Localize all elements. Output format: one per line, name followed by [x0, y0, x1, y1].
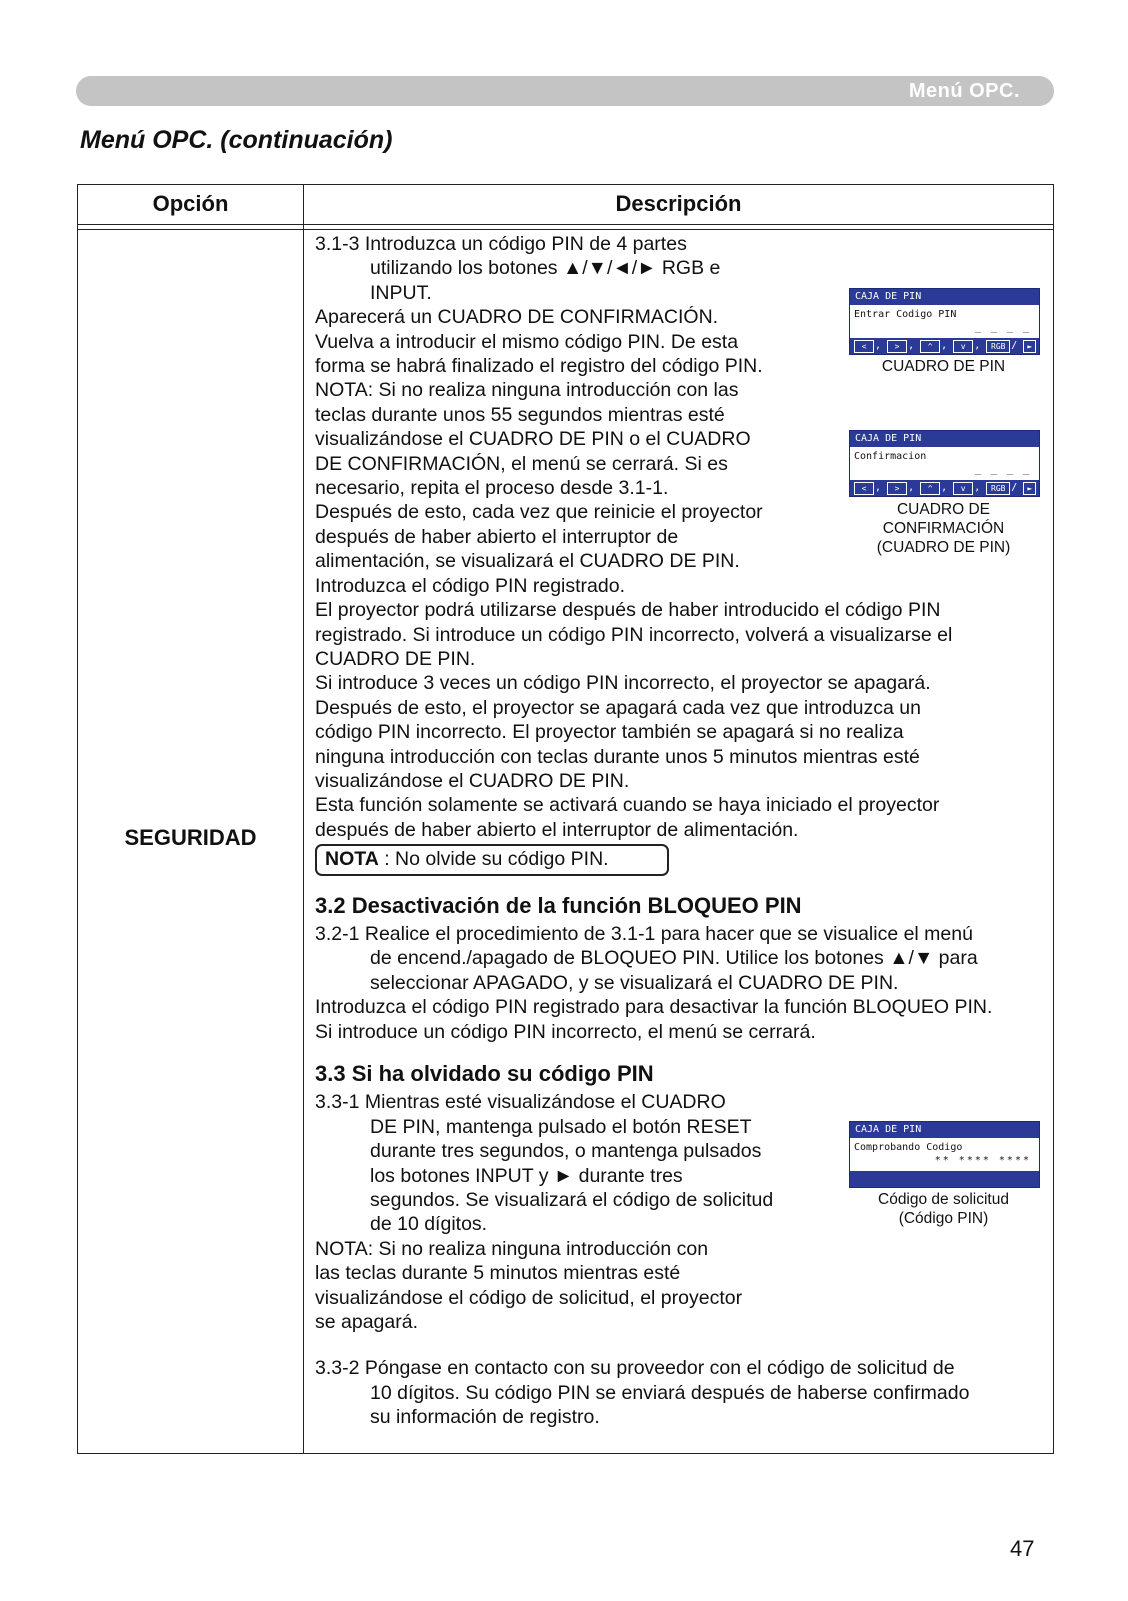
header-bar [76, 76, 1054, 106]
column-header-description: Descripción [615, 191, 742, 216]
option-label: SEGURIDAD [124, 825, 257, 850]
pin-box-confirmation-illustration [849, 430, 1040, 497]
paragraph-line: registrado. Si introduce un código PIN incorrecto, volverá a visualizarse el [315, 623, 953, 646]
paragraph-line: Aparecerá un CUADRO DE CONFIRMACIÓN. [315, 306, 719, 329]
caption-line: CONFIRMACIÓN [882, 520, 1005, 537]
caption-line: Código de solicitud [878, 1191, 1009, 1208]
right-key-icon: > [887, 482, 907, 495]
left-key-icon: < [854, 482, 874, 495]
paragraph-line: CUADRO DE PIN. [315, 647, 476, 670]
step-3-2-1-line: de encend./apagado de BLOQUEO PIN. Utilice los botones ▲/▼ para [370, 947, 978, 970]
column-divider [303, 185, 304, 1453]
down-key-icon: v [953, 340, 973, 353]
up-key-icon: ^ [920, 340, 940, 353]
header-bar-label: Menú OPC. [908, 80, 1020, 102]
step-3-2-1-line: seleccionar APAGADO, y se visualizará el CUADRO DE PIN. [370, 971, 899, 994]
down-key-icon: v [953, 482, 973, 495]
caption-line: (CUADRO DE PIN) [876, 539, 1011, 556]
column-header-option: Opción [152, 191, 229, 216]
paragraph-line: visualizándose el CUADRO DE PIN. [315, 769, 630, 792]
step-3-3-2-line: 10 dígitos. Su código PIN se enviará después de haberse confirmado [370, 1381, 970, 1404]
right-key-icon: > [887, 340, 907, 353]
table-header-row [78, 185, 1053, 225]
section-heading-3-3: 3.3 Si ha olvidado su código PIN [315, 1061, 654, 1086]
paragraph-line: necesario, repita el proceso desde 3.1-1. [315, 477, 669, 500]
pin-box-inquiry-code: ** **** **** [934, 1155, 1031, 1166]
paragraph-line: NOTA: Si no realiza ninguna introducción con [315, 1237, 709, 1260]
paragraph-line: alimentación, se visualizará el CUADRO DE PIN. [315, 550, 740, 573]
description-cell [315, 232, 1045, 1430]
step-3-3-1-line: durante tres segundos, o mantenga pulsados [370, 1140, 762, 1163]
paragraph-line: código PIN incorrecto. El proyector también se apagará si no realiza [315, 721, 904, 744]
step-3-3-1-line: segundos. Se visualizará el código de solicitud [370, 1189, 774, 1212]
pin-box-title: CAJA DE PIN [850, 1122, 1039, 1138]
step-3-3-1-line: DE PIN, mantenga pulsado el botón RESET [370, 1115, 752, 1138]
pin-box-caption [849, 1190, 1038, 1228]
pin-box-entry-illustration [849, 288, 1040, 355]
pin-box-key-hints: < , > , ^ , v , RGB / ► [854, 340, 1037, 353]
paragraph-line: DE CONFIRMACIÓN, el menú se cerrará. Si es [315, 452, 728, 475]
rgb-key-icon: RGB [986, 482, 1010, 495]
paragraph-line: Introduzca el código PIN registrado para desactivar la función BLOQUEO PIN. [315, 996, 993, 1019]
paragraph-line: teclas durante unos 55 segundos mientras esté [315, 403, 725, 426]
pin-box-caption: CUADRO DE PIN [881, 358, 1006, 375]
step-3-1-3-line: utilizando los botones ▲/▼/◄/► RGB e [370, 257, 721, 280]
step-3-3-1-line: de 10 dígitos. [370, 1213, 488, 1236]
paragraph-line: Introduzca el código PIN registrado. [315, 574, 626, 597]
input-key-icon: ► [1023, 340, 1036, 353]
step-3-3-1-line: los botones INPUT y ► durante tres [370, 1164, 683, 1187]
paragraph-line: Esta función solamente se activará cuando se haya iniciado el proyector [315, 794, 940, 817]
up-key-icon: ^ [920, 482, 940, 495]
caption-line: CUADRO DE [896, 501, 990, 518]
paragraph-line: forma se habrá finalizado el registro del código PIN. [315, 355, 763, 378]
note-box [315, 844, 669, 875]
note-text: : No olvide su código PIN. [378, 848, 609, 871]
caption-line: (Código PIN) [898, 1210, 989, 1227]
left-key-icon: < [854, 340, 874, 353]
paragraph-line: Si introduce 3 veces un código PIN incorrecto, el proyector se apagará. [315, 672, 931, 695]
paragraph-line: visualizándose el código de solicitud, el proyector [315, 1286, 743, 1309]
page-number: 47 [1010, 1536, 1035, 1561]
input-key-icon: ► [1023, 482, 1036, 495]
paragraph-line: se apagará. [315, 1311, 418, 1334]
paragraph-line: Vuelva a introducir el mismo código PIN. De esta [315, 330, 739, 353]
pin-box-digits: _ _ _ _ [974, 322, 1031, 333]
pin-box-prompt: Confirmacion [854, 451, 927, 462]
paragraph-line: después de haber abierto el interruptor de [315, 525, 679, 548]
pin-box-caption [849, 500, 1038, 557]
paragraph-line: visualizándose el CUADRO DE PIN o el CUADRO [315, 428, 751, 451]
pin-box-digits: _ _ _ _ [974, 464, 1031, 475]
pin-box-prompt: Entrar Codigo PIN [854, 309, 957, 320]
note-label: NOTA [325, 848, 379, 871]
pin-box-inquiry-illustration [849, 1121, 1040, 1188]
paragraph-line: NOTA: Si no realiza ninguna introducción con las [315, 379, 739, 402]
paragraph-line: las teclas durante 5 minutos mientras esté [315, 1262, 681, 1285]
pin-box-key-hints: < , > , ^ , v , RGB / ► [854, 482, 1037, 495]
step-3-1-3-line: 3.1-3 Introduzca un código PIN de 4 partes [315, 233, 687, 255]
paragraph-line: Si introduce un código PIN incorrecto, el menú se cerrará. [315, 1020, 816, 1043]
pin-box-title: CAJA DE PIN [850, 431, 1039, 447]
paragraph-line: Después de esto, cada vez que reinicie el proyector [315, 501, 763, 524]
step-3-3-2-line: su información de registro. [370, 1406, 600, 1429]
rgb-key-icon: RGB [986, 340, 1010, 353]
page-title: Menú OPC. (continuación) [80, 126, 393, 154]
step-3-3-1-line: 3.3-1 Mientras esté visualizándose el CUADRO [315, 1091, 726, 1114]
step-3-1-3-line: INPUT. [370, 281, 432, 304]
paragraph-line: Después de esto, el proyector se apagará cada vez que introduzca un [315, 696, 921, 719]
pin-box-title: CAJA DE PIN [850, 289, 1039, 305]
section-heading-3-2: 3.2 Desactivación de la función BLOQUEO PIN [315, 892, 802, 918]
step-3-2-1-line: 3.2-1 Realice el procedimiento de 3.1-1 para hacer que se visualice el menú [315, 922, 973, 945]
paragraph-line: El proyector podrá utilizarse después de haber introducido el código PIN [315, 599, 941, 622]
paragraph-line: ninguna introducción con teclas durante unos 5 minutos mientras esté [315, 745, 920, 768]
pin-box-prompt: Comprobando Codigo [854, 1142, 963, 1153]
paragraph-line: después de haber abierto el interruptor de alimentación. [315, 818, 799, 841]
step-3-3-2-line: 3.3-2 Póngase en contacto con su proveedor con el código de solicitud de [315, 1357, 955, 1380]
